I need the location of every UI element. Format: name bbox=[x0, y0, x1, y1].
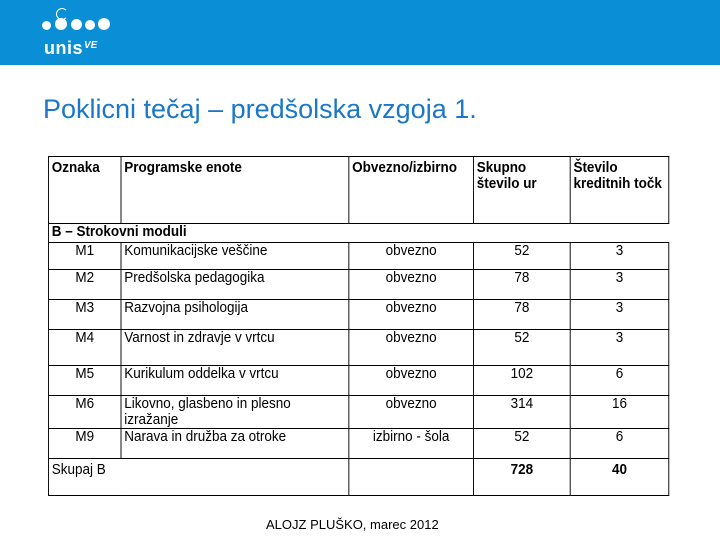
row-code: M4 bbox=[48, 330, 121, 366]
row-hours: 314 bbox=[473, 396, 570, 429]
table-header-row bbox=[48, 157, 668, 224]
course-table bbox=[48, 156, 669, 496]
row-hours: 52 bbox=[473, 243, 570, 270]
row-type: izbirno - šola bbox=[349, 429, 474, 459]
header-credits: Število kreditnih točk bbox=[570, 157, 669, 224]
row-type: obvezno bbox=[349, 300, 474, 330]
row-type: obvezno bbox=[349, 330, 474, 366]
row-hours: 78 bbox=[473, 270, 570, 300]
header-type: Obvezno/izbirno bbox=[349, 157, 474, 224]
row-type: obvezno bbox=[349, 396, 474, 429]
row-type: obvezno bbox=[349, 366, 474, 396]
total-credits: 40 bbox=[570, 459, 669, 496]
row-code: M5 bbox=[48, 366, 121, 396]
row-hours: 52 bbox=[473, 429, 570, 459]
row-name: Razvojna psihologija bbox=[121, 300, 349, 330]
row-hours: 52 bbox=[473, 330, 570, 366]
row-name: Varnost in zdravje v vrtcu bbox=[121, 330, 349, 366]
row-code: M3 bbox=[48, 300, 121, 330]
row-type: obvezno bbox=[349, 270, 474, 300]
row-code: M6 bbox=[48, 396, 121, 429]
row-credits: 6 bbox=[570, 429, 669, 459]
row-name: Kurikulum oddelka v vrtcu bbox=[121, 366, 349, 396]
table-row bbox=[48, 396, 668, 429]
row-name: Predšolska pedagogika bbox=[121, 270, 349, 300]
row-credits: 3 bbox=[570, 330, 669, 366]
table-row bbox=[48, 270, 668, 300]
row-hours: 78 bbox=[473, 300, 570, 330]
header-unit: Programske enote bbox=[121, 157, 349, 224]
logo-brand-suffix: VE bbox=[84, 40, 98, 51]
row-name: Narava in družba za otroke bbox=[121, 429, 349, 459]
total-row bbox=[48, 459, 668, 496]
row-credits: 16 bbox=[570, 396, 669, 429]
table-row bbox=[48, 300, 668, 330]
row-type: obvezno bbox=[349, 243, 474, 270]
row-credits: 3 bbox=[570, 270, 669, 300]
table-row bbox=[48, 243, 668, 270]
row-credits: 6 bbox=[570, 366, 669, 396]
total-hours: 728 bbox=[473, 459, 570, 496]
header-code: Oznaka bbox=[48, 157, 121, 224]
table-row bbox=[48, 366, 668, 396]
total-label: Skupaj B bbox=[48, 459, 348, 496]
row-name: Likovno, glasbeno in plesno izražanje bbox=[121, 396, 349, 429]
row-hours: 102 bbox=[473, 366, 570, 396]
unis-logo bbox=[40, 8, 120, 60]
row-name: Komunikacijske veščine bbox=[121, 243, 349, 270]
header-hours: Skupno število ur bbox=[473, 157, 570, 224]
logo-brand-text: unis bbox=[44, 38, 84, 58]
row-credits: 3 bbox=[570, 300, 669, 330]
total-type-empty bbox=[349, 459, 474, 496]
slide-title: Poklicni tečaj – predšolska vzgoja 1. bbox=[43, 94, 477, 124]
row-credits: 3 bbox=[570, 243, 669, 270]
section-row bbox=[48, 224, 668, 243]
table-row bbox=[48, 429, 668, 459]
footer-author-date: ALOJZ PLUŠKO, marec 2012 bbox=[266, 517, 439, 532]
row-code: M2 bbox=[48, 270, 121, 300]
header-band bbox=[0, 0, 720, 65]
row-code: M1 bbox=[48, 243, 121, 270]
section-label: B – Strokovni moduli bbox=[48, 224, 668, 243]
row-code: M9 bbox=[48, 429, 121, 459]
table-row bbox=[48, 330, 668, 366]
